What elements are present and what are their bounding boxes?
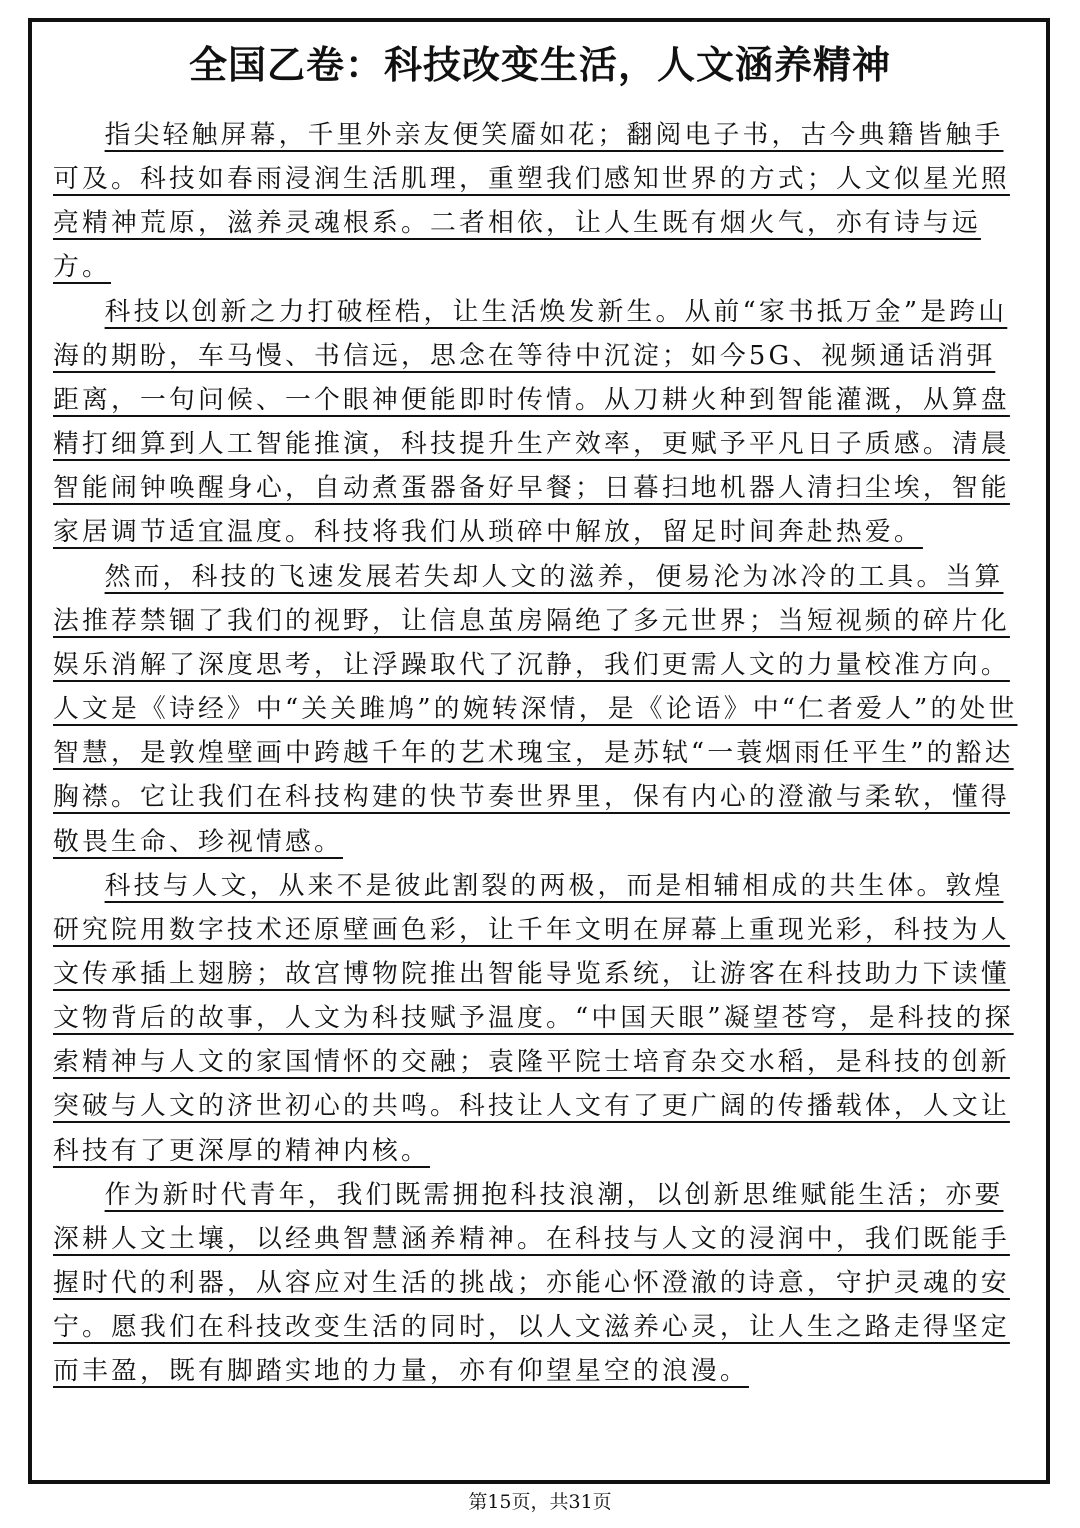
- essay-paragraph-4: 科技与人文，从来不是彼此割裂的两极，而是相辅相成的共生体。敦煌研究院用数字技术还原壁画色彩，让千年文明在屏幕上重现光彩，科技为人文传承插上翅膀；故宫博物院推出智能导览系统，让游客在科技助力下读懂文物背后的故事，人文为科技赋予温度。“中国天眼”凝望苍穹，是科技的探索精神与人文的家国情怀的交融；袁隆平院士培育杂交水稻，是科技的创新突破与人文的济世初心的共鸣。科技让人文有了更广阔的传播载体，人文让科技有了更深厚的精神内核。: [53, 870, 1014, 1166]
- essay-paragraph-3: 然而，科技的飞速发展若失却人文的滋养，便易沦为冰冷的工具。当算法推荐禁锢了我们的视野，让信息茧房隔绝了多元世界；当短视频的碎片化娱乐消解了深度思考，让浮躁取代了沉静，我们更需人文的力量校准方向。人文是《诗经》中“关关雎鸠”的婉转深情，是《论语》中“仁者爱人”的处世智慧，是敦煌壁画中跨越千年的艺术瑰宝，是苏轼“一蓑烟雨任平生”的豁达胸襟。它让我们在科技构建的快节奏世界里，保有内心的澄澈与柔软，懂得敬畏生命、珍视情感。: [53, 561, 1018, 857]
- essay-paragraph-5: 作为新时代青年，我们既需拥抱科技浪潮，以创新思维赋能生活；亦要深耕人文土壤，以经典智慧涵养精神。在科技与人文的浸润中，我们既能手握时代的利器，从容应对生活的挑战；亦能心怀澄澈的诗意，守护灵魂的安宁。愿我们在科技改变生活的同时，以人文滋养心灵，让人生之路走得坚定而丰盈，既有脚踏实地的力量，亦有仰望星空的浪漫。: [53, 1179, 1010, 1387]
- essay-paragraph-1: 指尖轻触屏幕，千里外亲友便笑靥如花；翻阅电子书，古今典籍皆触手可及。科技如春雨浸润生活肌理，重塑我们感知世界的方式；人文似星光照亮精神荒原，滋养灵魂根系。二者相依，让人生既有烟火气，亦有诗与远方。: [53, 120, 1010, 283]
- page-number: 第15页，共31页: [468, 1491, 612, 1513]
- essay-paragraph-2: 科技以创新之力打破桎梏，让生活焕发新生。从前“家书抵万金”是跨山海的期盼，车马慢、书信远，思念在等待中沉淀；如今5G、视频通话消弭距离，一句问候、一个眼神便能即时传情。从刀耕火种到智能灌溉，从算盘精打细算到人工智能推演，科技提升生产效率，更赋予平凡日子质感。清晨智能闹钟唤醒身心，自动煮蛋器备好早餐；日暮扫地机器人清扫尘埃，智能家居调节适宜温度。科技将我们从琐碎中解放，留足时间奔赴热爱。: [53, 296, 1010, 548]
- essay-body: [53, 113, 1018, 1394]
- essay-title: 全国乙卷：科技改变生活，人文涵养精神: [188, 43, 891, 87]
